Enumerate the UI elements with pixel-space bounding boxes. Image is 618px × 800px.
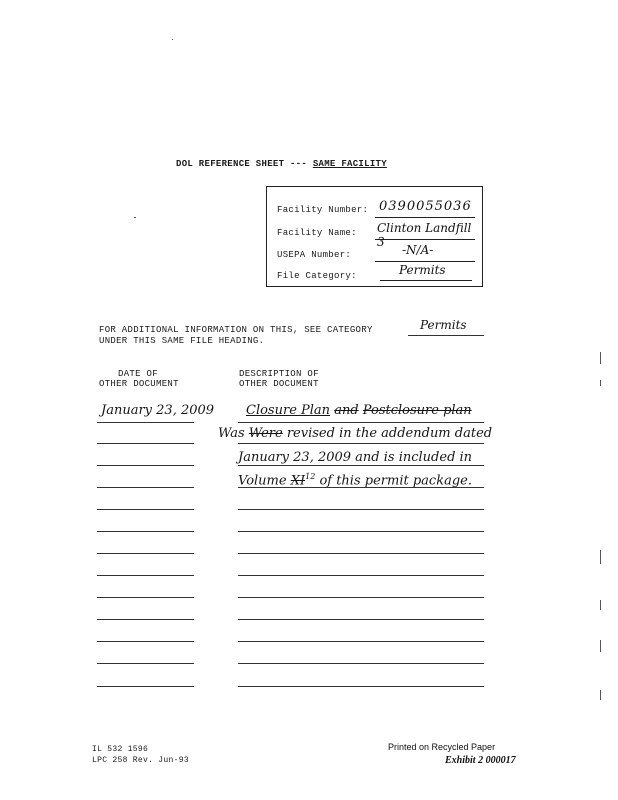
entry-l1-a: Closure Plan	[246, 403, 331, 418]
date-rule	[97, 619, 194, 620]
entry-l1-c: Postclosure plan	[362, 403, 472, 418]
additional-category-value: Permits	[420, 318, 467, 332]
date-rule	[97, 465, 194, 466]
description-rule	[238, 641, 484, 642]
exhibit-number: Exhibit 2 000017	[445, 755, 516, 766]
date-header-line1: DATE OF	[118, 369, 158, 379]
date-rule	[97, 686, 194, 687]
date-rule	[97, 443, 194, 444]
facility-number-label: Facility Number:	[277, 205, 369, 215]
date-rule	[97, 597, 194, 598]
entry-l1-b: and	[334, 403, 359, 418]
scan-edge-mark	[600, 690, 601, 700]
description-rule	[238, 465, 484, 466]
usepa-number-value: -N/A-	[402, 243, 434, 257]
description-rule	[238, 443, 484, 444]
description-rule	[238, 597, 484, 598]
date-header-line2: OTHER DOCUMENT	[99, 379, 179, 389]
facility-name-value: Clinton Landfill 3	[377, 221, 472, 249]
entry-l4-d: of this permit package.	[319, 473, 472, 489]
facility-number-line	[375, 217, 475, 218]
description-rule	[238, 553, 484, 554]
date-rule	[97, 487, 194, 488]
entry-l4-a: Volume	[238, 473, 287, 489]
facility-info-box	[266, 186, 483, 287]
scan-speck	[172, 39, 173, 40]
scan-edge-mark	[600, 640, 601, 652]
title-underlined-text: SAME FACILITY	[312, 159, 387, 169]
scan-speck	[134, 217, 136, 218]
usepa-number-line	[375, 261, 475, 262]
date-rule	[97, 553, 194, 554]
date-rule	[97, 663, 194, 664]
entry-l2-a: Was	[218, 426, 245, 441]
file-category-value: Permits	[399, 263, 446, 277]
form-id: IL 532 1596	[92, 745, 149, 754]
additional-info-line1: FOR ADDITIONAL INFORMATION ON THIS, SEE CATEGORY	[99, 325, 373, 335]
scan-edge-mark	[600, 352, 601, 364]
date-rule	[97, 509, 194, 510]
date-rule	[97, 641, 194, 642]
description-rule	[238, 531, 484, 532]
recycled-paper-note: Printed on Recycled Paper	[388, 742, 496, 752]
entry-l4-c: 12	[305, 472, 316, 481]
description-rule	[238, 509, 484, 510]
sheet-title	[176, 159, 387, 169]
scan-edge-mark	[600, 550, 601, 564]
entry-date: January 23, 2009	[101, 403, 215, 418]
scan-edge-mark	[600, 600, 601, 610]
entry-description-line4	[238, 472, 472, 488]
file-category-label: File Category:	[277, 271, 357, 281]
entry-description-line2	[218, 426, 492, 441]
description-rule	[238, 487, 484, 488]
entry-description-line3: January 23, 2009 and is included in	[238, 450, 473, 465]
form-revision: LPC 258 Rev. Jun-93	[92, 756, 189, 765]
entry-l2-c: revised in the addendum dated	[286, 426, 493, 441]
description-rule	[238, 619, 484, 620]
title-text: DOL REFERENCE SHEET ---	[176, 159, 313, 169]
facility-name-label: Facility Name:	[277, 228, 357, 238]
scan-edge-mark	[600, 380, 601, 386]
additional-info-line2: UNDER THIS SAME FILE HEADING.	[99, 336, 265, 346]
date-rule	[97, 422, 194, 423]
date-rule	[97, 531, 194, 532]
facility-number-value: 0390055036	[379, 199, 472, 214]
description-header-line1: DESCRIPTION OF	[239, 369, 319, 379]
date-rule	[97, 575, 194, 576]
usepa-number-label: USEPA Number:	[277, 250, 352, 260]
entry-l4-b: XI	[290, 473, 306, 489]
description-header-line2: OTHER DOCUMENT	[239, 379, 319, 389]
description-rule	[238, 575, 484, 576]
entry-description-line1	[246, 403, 472, 418]
description-rule	[238, 686, 484, 687]
additional-category-line	[408, 335, 484, 336]
description-rule	[238, 422, 484, 423]
file-category-line	[380, 280, 472, 281]
entry-l2-b: Were	[248, 426, 283, 441]
description-rule	[238, 663, 484, 664]
